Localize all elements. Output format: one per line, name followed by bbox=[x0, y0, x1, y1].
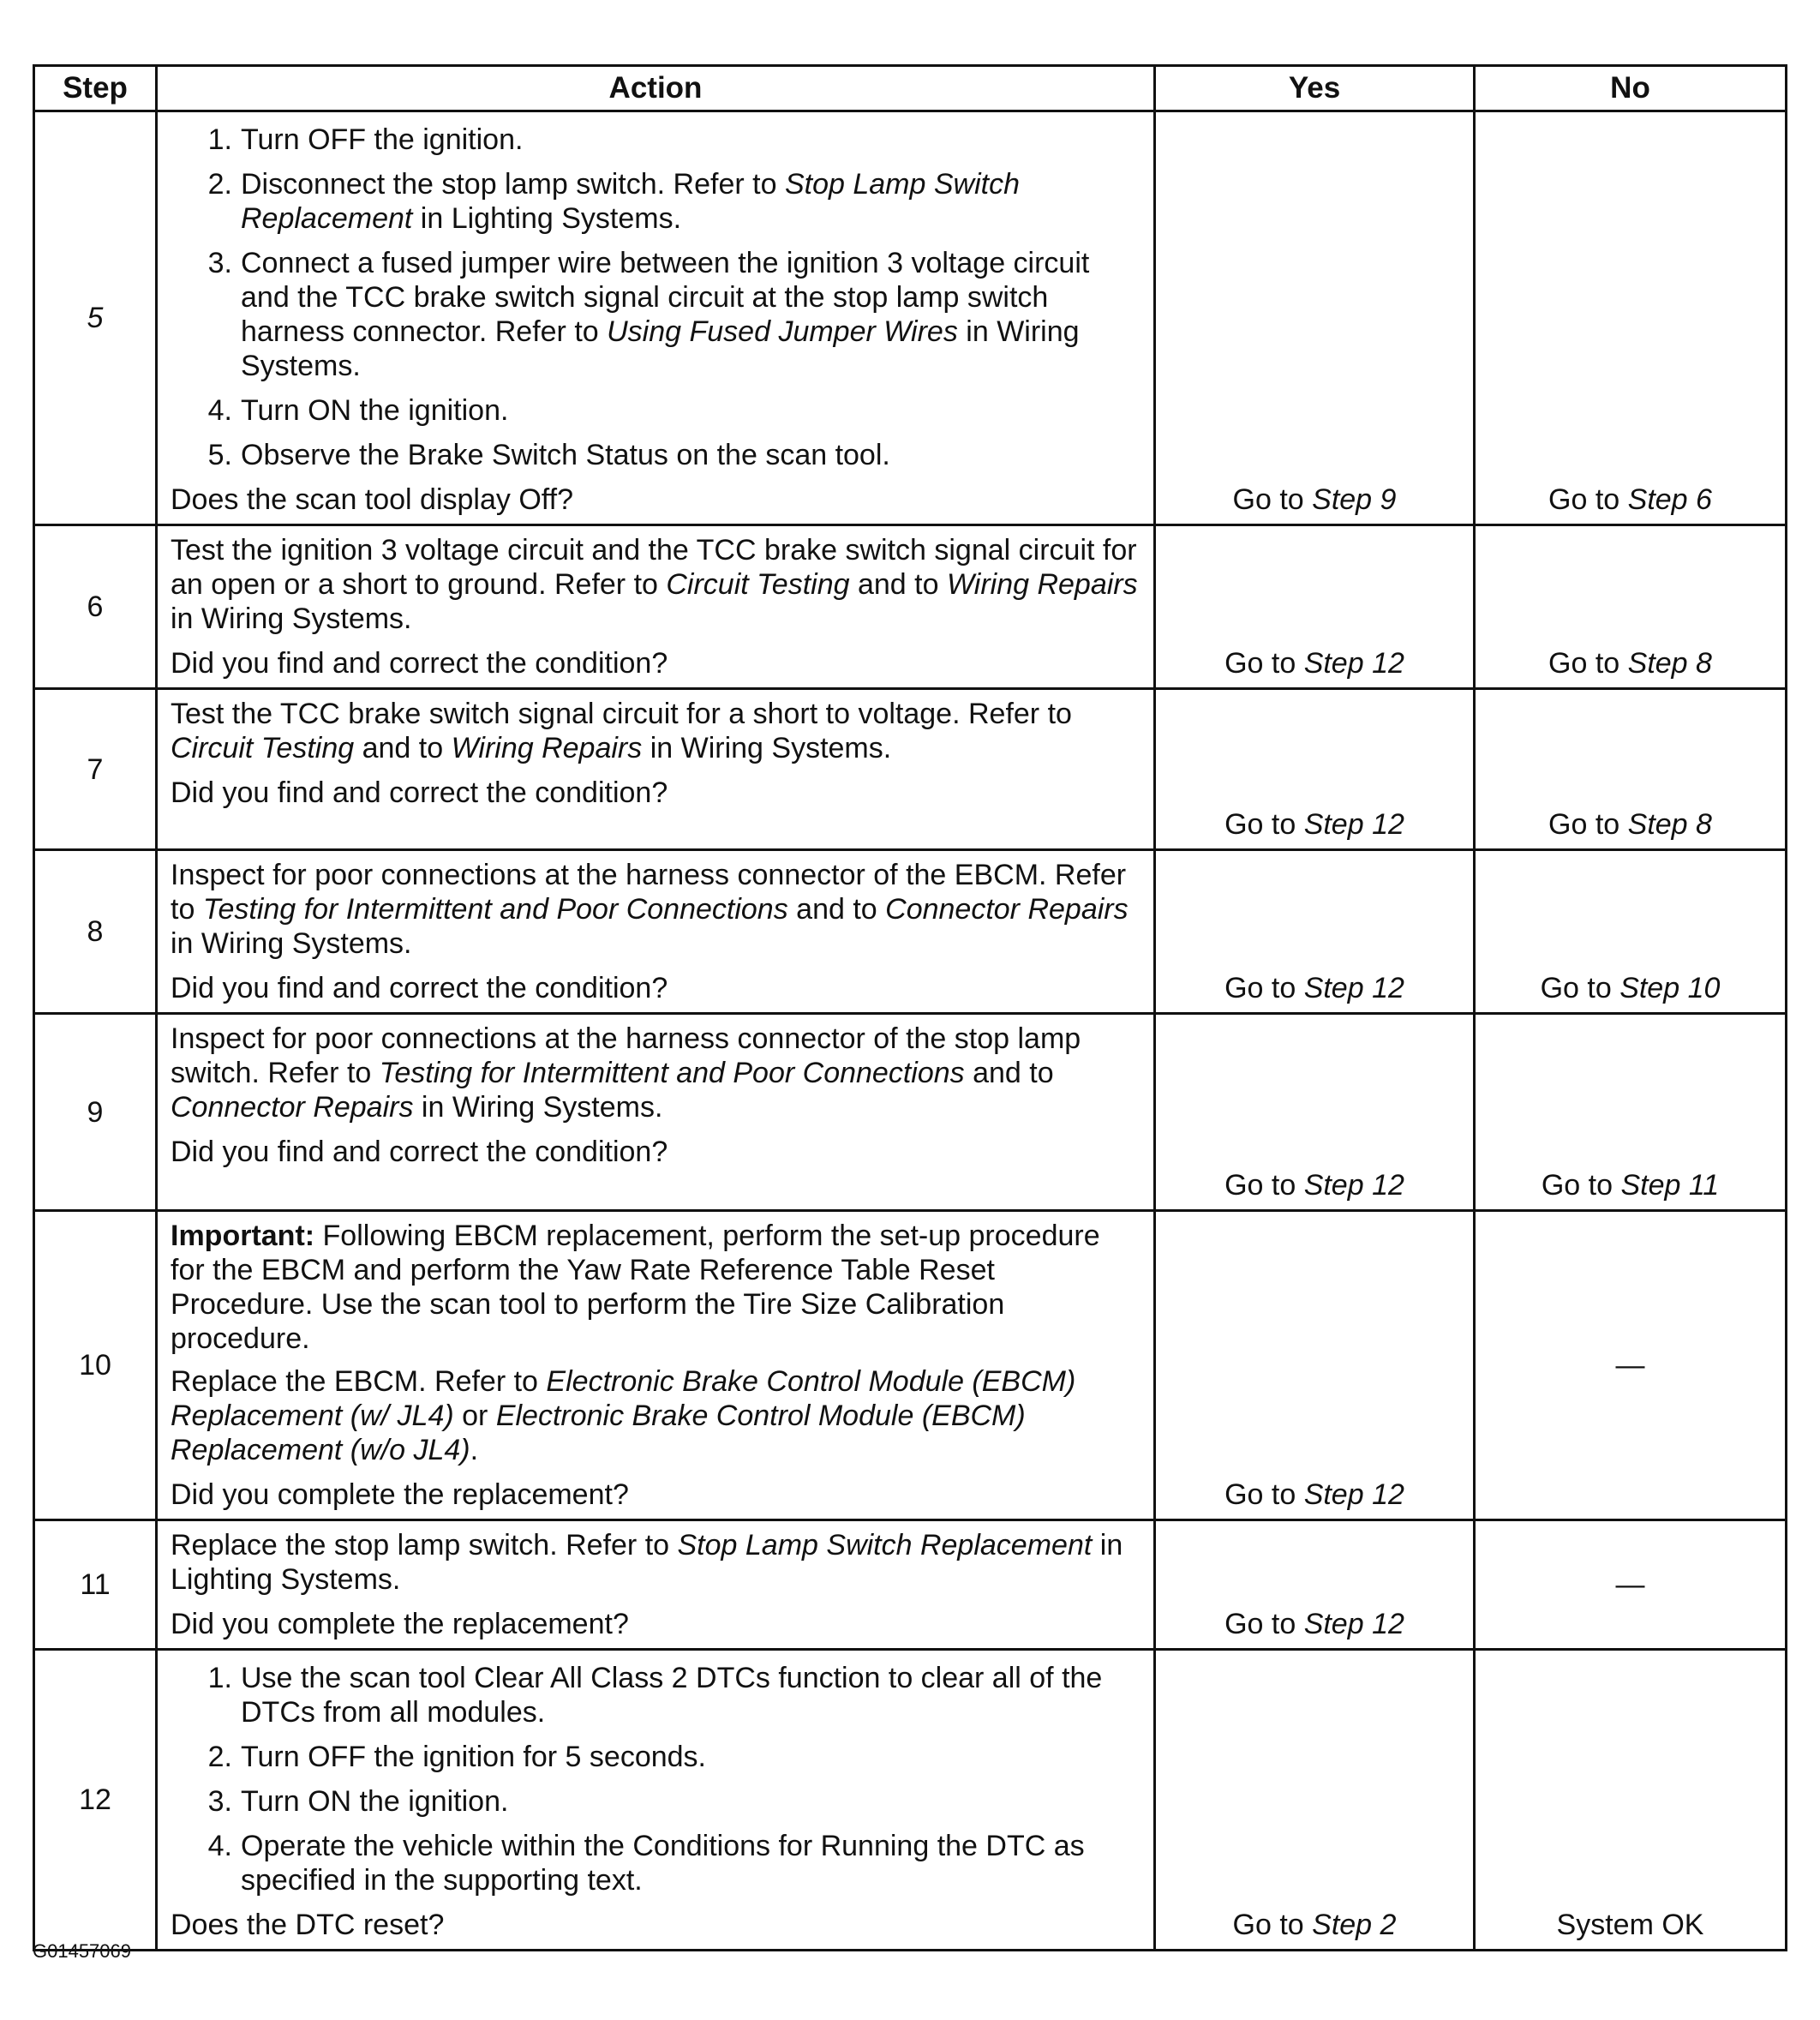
goto-step-link[interactable]: Step 12 bbox=[1303, 808, 1404, 841]
step-number: 12 bbox=[34, 1650, 157, 1951]
action-paragraph bbox=[171, 697, 1141, 765]
text-run: in Wiring Systems. bbox=[413, 1091, 663, 1124]
reference-link[interactable]: Stop Lamp Switch Replacement bbox=[677, 1529, 1093, 1561]
action-cell bbox=[157, 525, 1155, 689]
text-run: Test the ignition 3 voltage circuit and the TCC brake switch signal circuit for an open or a short to ground. Refer to bbox=[171, 534, 1137, 601]
important-label: Important: bbox=[171, 1220, 315, 1252]
action-cell bbox=[157, 689, 1155, 850]
text-run: in Lighting Systems. bbox=[412, 202, 682, 235]
action-paragraph bbox=[171, 1022, 1141, 1124]
yes-cell bbox=[1155, 525, 1475, 689]
text-run: Inspect for poor connections at the harness connector of the EBCM. Refer to bbox=[171, 859, 1127, 926]
text-run: in Wiring Systems. bbox=[241, 315, 1080, 382]
step-item-number: 1. bbox=[207, 123, 232, 156]
reference-link[interactable]: Electronic Brake Control Module (EBCM) Replacement (w/o JL4) bbox=[171, 1400, 1026, 1466]
diagnostic-table bbox=[33, 64, 1787, 1951]
step-item-text bbox=[241, 1829, 1141, 1897]
step-item-number: 2. bbox=[207, 1741, 232, 1773]
step-number: 9 bbox=[34, 1014, 157, 1211]
step-number: 5 bbox=[34, 111, 157, 525]
goto-step-link[interactable]: Step 6 bbox=[1627, 483, 1712, 516]
reference-link[interactable]: Electronic Brake Control Module (EBCM) Replacement (w/ JL4) bbox=[171, 1365, 1076, 1432]
reference-link[interactable]: Connector Repairs bbox=[171, 1091, 414, 1124]
action-step-item bbox=[171, 1829, 1141, 1897]
text-run: in Wiring Systems. bbox=[171, 927, 412, 960]
goto-text: Go to bbox=[1232, 1909, 1313, 1941]
goto-text: Go to bbox=[1224, 972, 1304, 1004]
yes-answer[interactable] bbox=[1156, 646, 1473, 680]
step-number: 6 bbox=[34, 525, 157, 689]
reference-link[interactable]: Wiring Repairs bbox=[451, 732, 643, 764]
text-run: and to bbox=[849, 568, 947, 601]
goto-step-link[interactable]: Step 12 bbox=[1303, 972, 1404, 1004]
action-step-item bbox=[171, 1661, 1141, 1729]
text-run: Use the scan tool Clear All Class 2 DTCs function to clear all of the DTCs from all modules. bbox=[241, 1662, 1103, 1729]
text-run: Turn ON the ignition. bbox=[241, 1785, 509, 1818]
no-answer[interactable] bbox=[1476, 1168, 1785, 1202]
goto-text: Go to bbox=[1541, 1169, 1621, 1202]
action-question: Did you find and correct the condition? bbox=[171, 647, 668, 680]
step-item-text bbox=[241, 1740, 1141, 1774]
action-cell bbox=[157, 1014, 1155, 1211]
yes-answer[interactable] bbox=[1156, 1607, 1473, 1641]
reference-link[interactable]: Testing for Intermittent and Poor Connections bbox=[379, 1057, 965, 1089]
text-run: Turn OFF the ignition for 5 seconds. bbox=[241, 1741, 706, 1773]
step-item-text bbox=[241, 1784, 1141, 1819]
no-cell bbox=[1475, 1520, 1787, 1650]
goto-step-link[interactable]: Step 8 bbox=[1627, 808, 1712, 841]
yes-answer[interactable] bbox=[1156, 807, 1473, 842]
text-run: Replace the stop lamp switch. Refer to bbox=[171, 1529, 678, 1561]
yes-answer[interactable] bbox=[1156, 1908, 1473, 1942]
step-item-number: 4. bbox=[207, 394, 232, 427]
action-cell bbox=[157, 850, 1155, 1014]
goto-text: Go to bbox=[1224, 647, 1304, 680]
step-item-text bbox=[241, 123, 1141, 157]
header-yes: Yes bbox=[1155, 66, 1475, 111]
yes-cell bbox=[1155, 111, 1475, 525]
text-run: Disconnect the stop lamp switch. Refer to bbox=[241, 168, 785, 201]
action-question: Does the DTC reset? bbox=[171, 1909, 445, 1941]
action-question: Did you complete the replacement? bbox=[171, 1478, 629, 1511]
step-item-number: 3. bbox=[207, 247, 232, 279]
text-run: Test the TCC brake switch signal circuit for a short to voltage. Refer to bbox=[171, 698, 1072, 730]
table-row bbox=[34, 1211, 1787, 1520]
goto-text: Go to bbox=[1232, 483, 1313, 516]
text-run: Following EBCM replacement, perform the set-up procedure for the EBCM and perform the Yaw Rate Reference Table Reset Procedure. Use the scan tool to perform the Tire Size Calibration procedure. bbox=[171, 1220, 1100, 1355]
action-question: Does the scan tool display Off? bbox=[171, 483, 573, 516]
action-question: Did you find and correct the condition? bbox=[171, 776, 668, 809]
action-step-item bbox=[171, 1740, 1141, 1774]
goto-step-link[interactable]: Step 12 bbox=[1303, 1478, 1404, 1511]
step-item-number: 4. bbox=[207, 1830, 232, 1862]
action-step-item bbox=[171, 1784, 1141, 1819]
goto-text: Go to bbox=[1224, 1169, 1304, 1202]
table-row bbox=[34, 689, 1787, 850]
action-step-item bbox=[171, 438, 1141, 472]
yes-answer[interactable] bbox=[1156, 1168, 1473, 1202]
text-run: in Wiring Systems. bbox=[171, 602, 412, 635]
step-item-number: 3. bbox=[207, 1785, 232, 1818]
no-answer[interactable] bbox=[1476, 971, 1785, 1005]
yes-answer[interactable] bbox=[1156, 971, 1473, 1005]
no-answer-text: System OK bbox=[1556, 1909, 1704, 1941]
yes-answer[interactable] bbox=[1156, 1478, 1473, 1512]
step-number: 10 bbox=[34, 1211, 157, 1520]
table-row bbox=[34, 525, 1787, 689]
action-step-item bbox=[171, 393, 1141, 428]
action-step-item bbox=[171, 167, 1141, 236]
action-cell bbox=[157, 1650, 1155, 1951]
step-item-text bbox=[241, 393, 1141, 428]
yes-cell bbox=[1155, 850, 1475, 1014]
action-question: Did you complete the replacement? bbox=[171, 1608, 629, 1640]
text-run: in Lighting Systems. bbox=[171, 1529, 1123, 1596]
no-answer-dash: — bbox=[1615, 1568, 1645, 1601]
action-paragraph bbox=[171, 533, 1141, 636]
text-run: and to bbox=[964, 1057, 1054, 1089]
no-answer[interactable] bbox=[1476, 807, 1785, 842]
goto-text: Go to bbox=[1224, 1608, 1304, 1640]
text-run: Turn ON the ignition. bbox=[241, 394, 509, 427]
step-number: 11 bbox=[34, 1520, 157, 1650]
action-cell bbox=[157, 1520, 1155, 1650]
text-run: and to bbox=[787, 893, 886, 926]
action-step-item bbox=[171, 123, 1141, 157]
action-steps-list bbox=[171, 1661, 1141, 1897]
text-run: Turn OFF the ignition. bbox=[241, 123, 524, 156]
no-cell bbox=[1475, 850, 1787, 1014]
no-cell bbox=[1475, 525, 1787, 689]
step-item-text bbox=[241, 1661, 1141, 1729]
yes-cell bbox=[1155, 1211, 1475, 1520]
action-cell bbox=[157, 111, 1155, 525]
reference-link[interactable]: Testing for Intermittent and Poor Connections bbox=[202, 893, 788, 926]
step-number: 8 bbox=[34, 850, 157, 1014]
yes-cell bbox=[1155, 689, 1475, 850]
no-cell bbox=[1475, 1211, 1787, 1520]
goto-text: Go to bbox=[1224, 808, 1304, 841]
goto-step-link[interactable]: Step 12 bbox=[1303, 647, 1404, 680]
step-item-text bbox=[241, 438, 1141, 472]
text-run: Operate the vehicle within the Conditions for Running the DTC as specified in the supporting text. bbox=[241, 1830, 1085, 1897]
header-no: No bbox=[1475, 66, 1787, 111]
step-number: 7 bbox=[34, 689, 157, 850]
reference-link[interactable]: Stop Lamp Switch Replacement bbox=[241, 168, 1020, 235]
goto-step-link[interactable]: Step 11 bbox=[1620, 1169, 1720, 1202]
action-steps-list bbox=[171, 123, 1141, 472]
goto-step-link[interactable]: Step 8 bbox=[1627, 647, 1712, 680]
no-cell bbox=[1475, 1650, 1787, 1951]
reference-link[interactable]: Circuit Testing bbox=[171, 732, 355, 764]
step-item-number: 5. bbox=[207, 439, 232, 471]
table-row bbox=[34, 850, 1787, 1014]
no-cell bbox=[1475, 1014, 1787, 1211]
goto-step-link[interactable]: Step 12 bbox=[1303, 1169, 1404, 1202]
text-run: or bbox=[453, 1400, 496, 1432]
no-answer[interactable] bbox=[1476, 646, 1785, 680]
step-item-number: 2. bbox=[207, 168, 232, 201]
action-question: Did you find and correct the condition? bbox=[171, 1136, 668, 1168]
text-run: and to bbox=[354, 732, 452, 764]
no-cell bbox=[1475, 111, 1787, 525]
step-item-text bbox=[241, 246, 1141, 383]
table-row bbox=[34, 111, 1787, 525]
figure-id: G01457069 bbox=[33, 1940, 131, 1962]
goto-step-link[interactable]: Step 2 bbox=[1312, 1909, 1397, 1941]
goto-text: Go to bbox=[1548, 483, 1628, 516]
action-paragraph bbox=[171, 1528, 1141, 1597]
action-paragraph bbox=[171, 858, 1141, 961]
step-item-text bbox=[241, 167, 1141, 236]
table-row bbox=[34, 1520, 1787, 1650]
table-row bbox=[34, 1014, 1787, 1211]
text-run: Replace the EBCM. Refer to bbox=[171, 1365, 547, 1398]
reference-link[interactable]: Using Fused Jumper Wires bbox=[607, 315, 958, 348]
table-row bbox=[34, 1650, 1787, 1951]
goto-step-link[interactable]: Step 10 bbox=[1619, 972, 1721, 1004]
goto-text: Go to bbox=[1548, 647, 1628, 680]
action-paragraph bbox=[171, 1219, 1141, 1356]
yes-cell bbox=[1155, 1520, 1475, 1650]
reference-link[interactable]: Connector Repairs bbox=[885, 893, 1129, 926]
action-step-item bbox=[171, 246, 1141, 383]
header-step: Step bbox=[34, 66, 157, 111]
goto-text: Go to bbox=[1540, 972, 1620, 1004]
text-run: Inspect for poor connections at the harness connector of the stop lamp switch. Refer to bbox=[171, 1022, 1081, 1089]
text-run: in Wiring Systems. bbox=[642, 732, 892, 764]
header-action: Action bbox=[157, 66, 1155, 111]
no-answer-dash: — bbox=[1615, 1349, 1645, 1382]
text-run: . bbox=[470, 1434, 479, 1466]
goto-text: Go to bbox=[1224, 1478, 1304, 1511]
yes-answer[interactable] bbox=[1156, 483, 1473, 517]
action-question: Did you find and correct the condition? bbox=[171, 972, 668, 1004]
text-run: Observe the Brake Switch Status on the scan tool. bbox=[241, 439, 890, 471]
table-body bbox=[34, 111, 1787, 1951]
yes-cell bbox=[1155, 1014, 1475, 1211]
goto-step-link[interactable]: Step 9 bbox=[1312, 483, 1397, 516]
goto-step-link[interactable]: Step 12 bbox=[1303, 1608, 1404, 1640]
goto-text: Go to bbox=[1548, 808, 1628, 841]
reference-link[interactable]: Circuit Testing bbox=[666, 568, 850, 601]
step-item-number: 1. bbox=[207, 1662, 232, 1694]
no-answer[interactable] bbox=[1476, 483, 1785, 517]
action-cell bbox=[157, 1211, 1155, 1520]
action-paragraph bbox=[171, 1364, 1141, 1467]
reference-link[interactable]: Wiring Repairs bbox=[946, 568, 1138, 601]
no-cell bbox=[1475, 689, 1787, 850]
text-run: Connect a fused jumper wire between the ignition 3 voltage circuit and the TCC brake switch signal circuit at the stop lamp switch harness connector. Refer to bbox=[241, 247, 1090, 348]
header-row bbox=[34, 66, 1787, 111]
yes-cell bbox=[1155, 1650, 1475, 1951]
